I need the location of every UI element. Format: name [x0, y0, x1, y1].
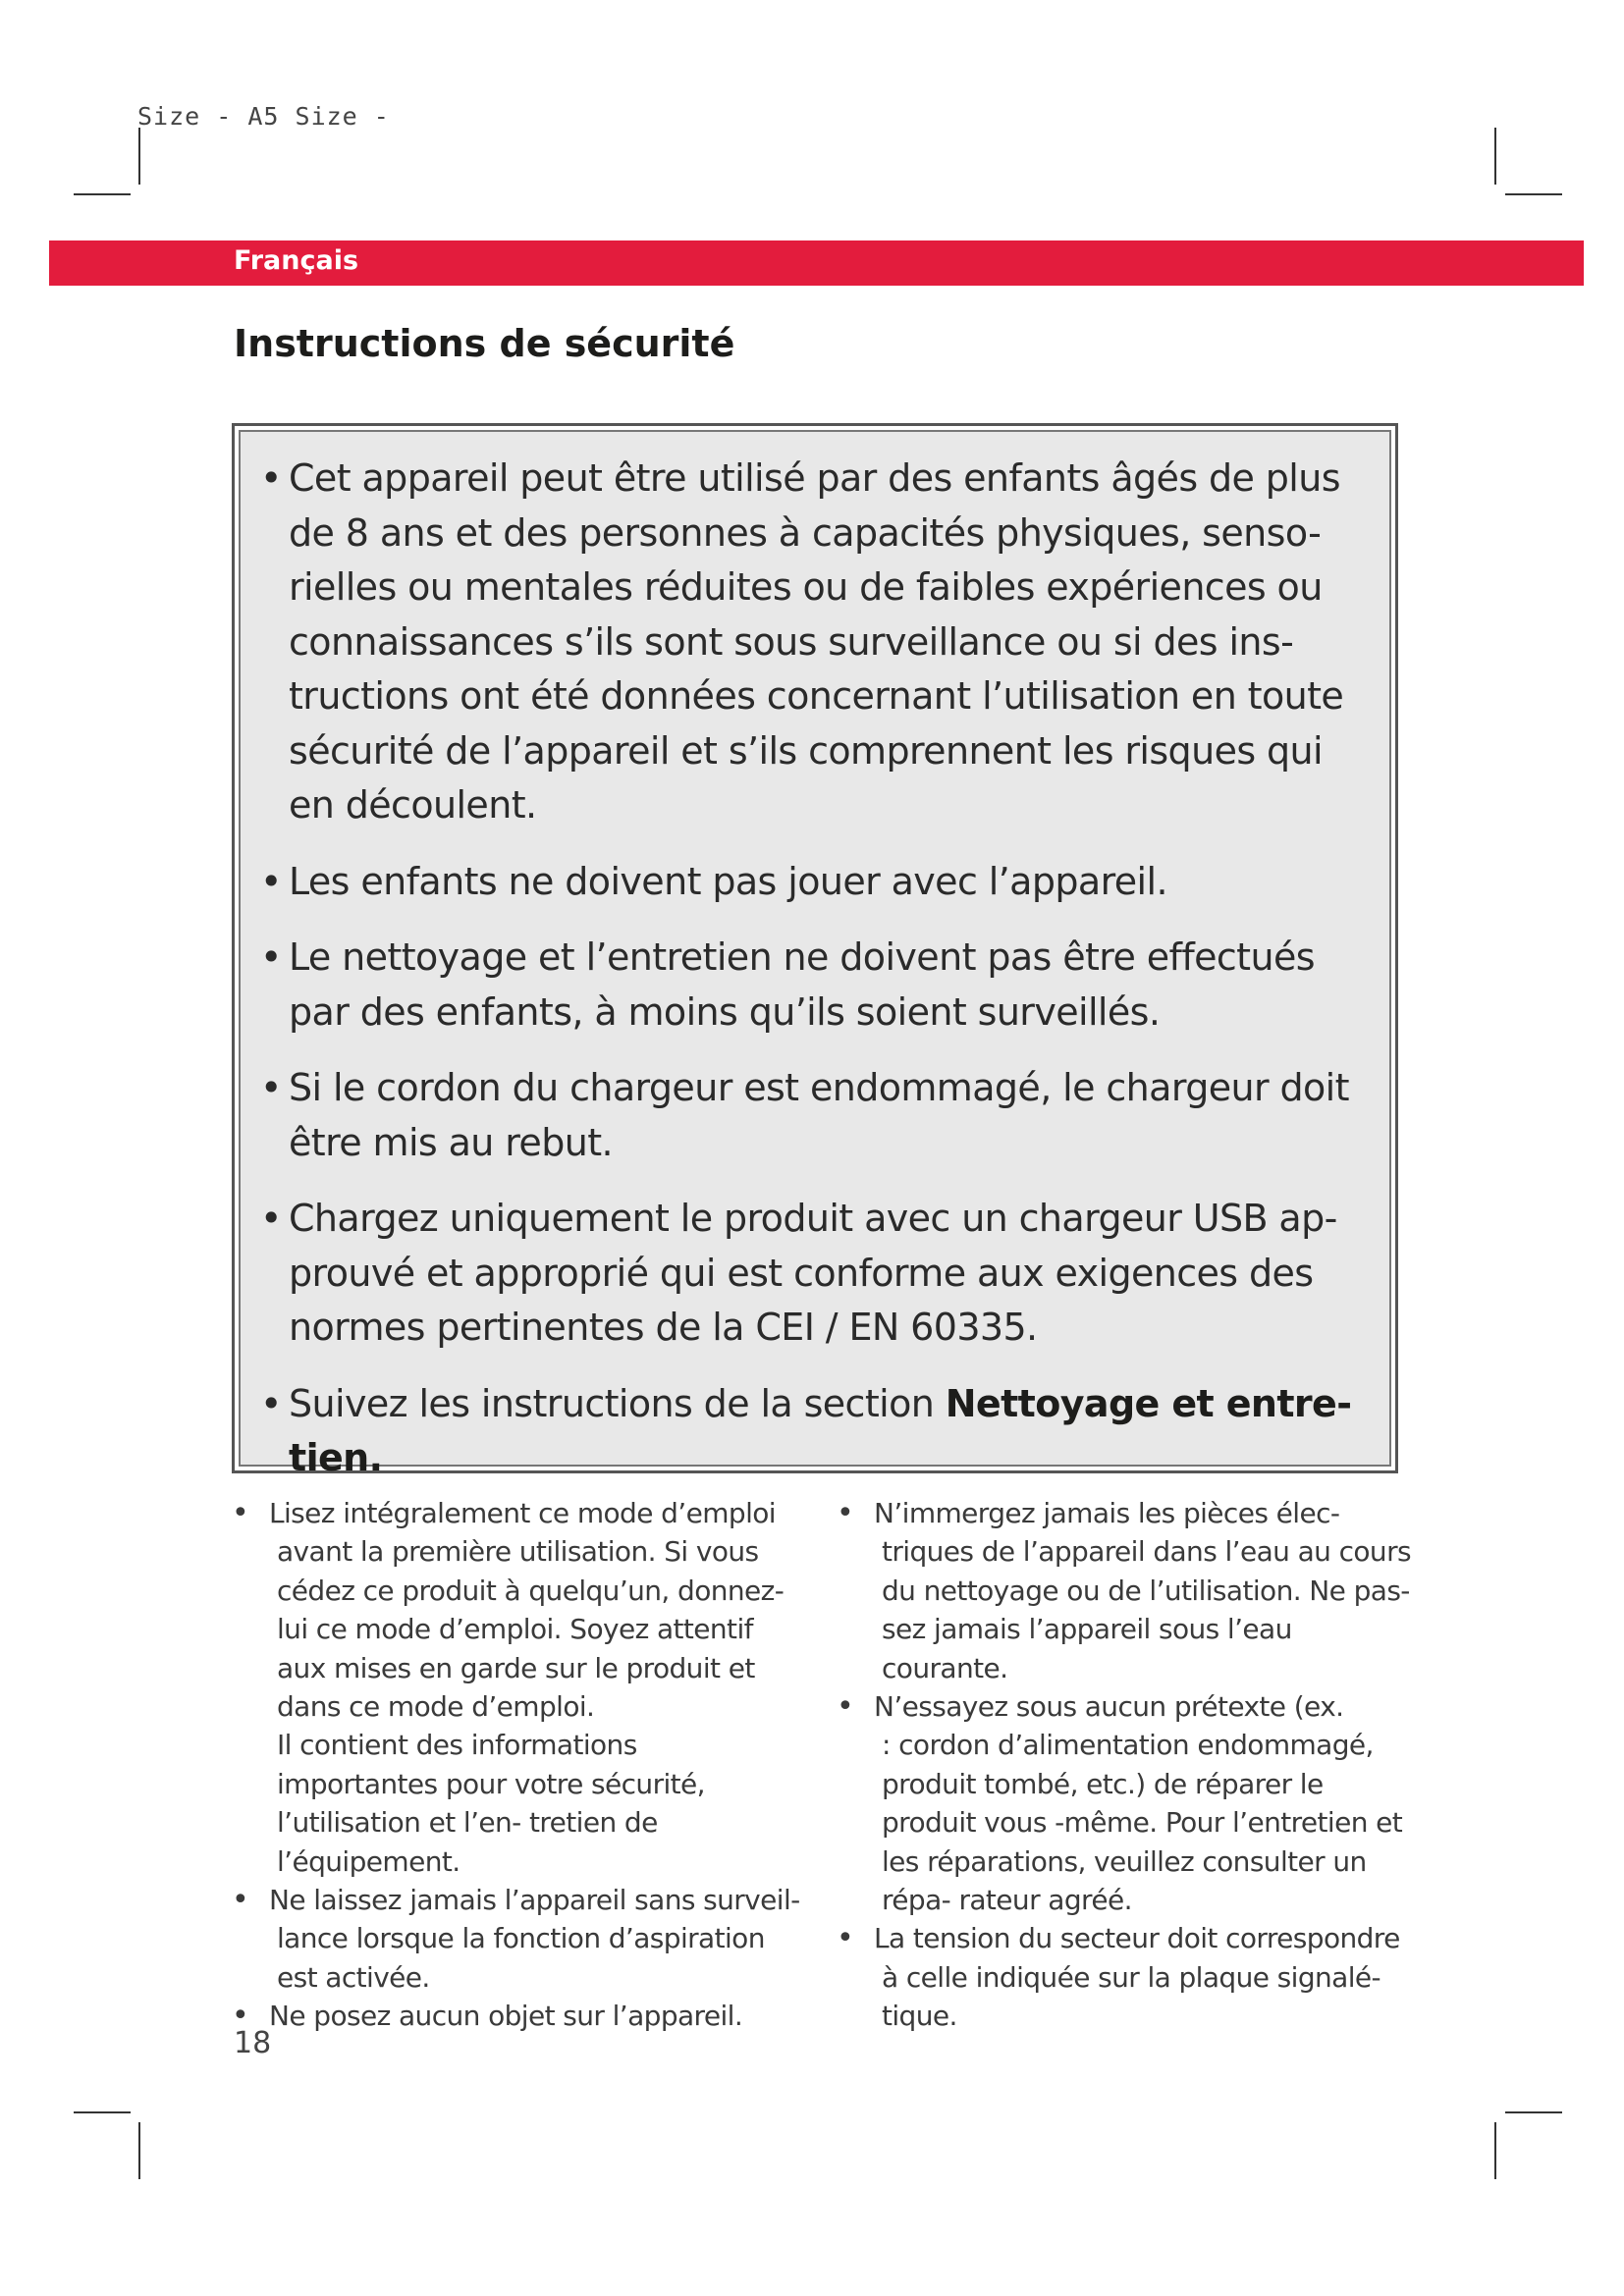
warning-text: Chargez uniquement le produit avec un chargeur USB ap- prouvé et approprié qui est conforme aux exigences des normes pertinentes de la CEI / EN 60335.: [289, 1197, 1337, 1349]
instruction-cont: avant la première utilisation. Si vous cédez ce produit à quelqu’un, donnez-lui ce mode d’emploi. Soyez attentif aux mises en garde sur le produit et dans ce mode d’emploi.: [277, 1535, 785, 1724]
instruction-item: [232, 1494, 801, 1881]
instruction-item: [837, 1919, 1416, 2035]
warning-item: [254, 931, 1370, 1040]
bullet-icon: •: [260, 1197, 282, 1240]
bullet-icon: •: [260, 1066, 282, 1109]
crop-mark-bottom-left-v: [138, 2122, 140, 2179]
right-instruction-list: [837, 1494, 1416, 2036]
left-column: [232, 1494, 801, 2036]
safety-warning-box: [232, 423, 1398, 1479]
instruction-cont: à celle indiquée sur la plaque signalé- tique.: [882, 1960, 1381, 2033]
safety-warning-inner: [239, 430, 1391, 1479]
instruction-item: [837, 1687, 1416, 1919]
instruction-item: [232, 1881, 801, 1997]
page-number: 18: [234, 2026, 272, 2060]
warning-item: [254, 1192, 1370, 1356]
bullet-icon: •: [837, 1921, 854, 1956]
section-reference: Nettoyage et entre- tien.: [289, 1381, 1352, 1479]
bullet-icon: •: [232, 1496, 249, 1530]
bullet-icon: •: [837, 1496, 854, 1530]
left-instruction-list: [232, 1494, 801, 2036]
bullet-icon: •: [232, 1999, 249, 2034]
bullet-icon: •: [837, 1689, 854, 1725]
bullet-icon: •: [232, 1883, 249, 1918]
language-label: Français: [234, 245, 359, 276]
instruction-lead: N’immergez jamais les pièces élec-: [874, 1497, 1340, 1529]
safety-warning-list: [254, 452, 1370, 1486]
language-band: [49, 240, 1584, 286]
crop-mark-top-left-v: [138, 128, 140, 185]
instruction-lead: Ne laissez jamais l’appareil sans surveil-: [269, 1884, 800, 1917]
crop-mark-bottom-right-v: [1494, 2122, 1496, 2179]
instruction-item: [232, 1997, 801, 2035]
size-label: Size - A5 Size -: [137, 102, 390, 131]
crop-mark-bottom-right-h: [1505, 2111, 1562, 2113]
bullet-icon: •: [260, 1381, 282, 1425]
warning-text: Les enfants ne doivent pas jouer avec l’appareil.: [289, 859, 1167, 903]
warning-item: [254, 1061, 1370, 1170]
instruction-item: [837, 1494, 1416, 1687]
instruction-cont: lance lorsque la fonction d’aspiration est activée.: [277, 1922, 765, 1994]
instruction-lead: N’essayez sous aucun prétexte (ex.: [874, 1690, 1344, 1724]
bullet-icon: •: [260, 935, 282, 979]
warning-item: [254, 855, 1370, 910]
crop-mark-bottom-left-h: [74, 2111, 131, 2113]
instruction-para: Il contient des informations importantes pour votre sécurité, l’utilisation et l’en- tretien de l’équipement.: [277, 1729, 705, 1878]
right-column: [837, 1494, 1416, 2036]
bullet-icon: •: [260, 456, 282, 500]
instruction-cont: : cordon d’alimentation endommagé, produit tombé, etc.) de réparer le produit vous -même. Pour l’entretien et les réparations, veuillez consulter un répa- rateur agréé.: [882, 1729, 1403, 1917]
warning-text: Si le cordon du chargeur est endommagé, le chargeur doit être mis au rebut.: [289, 1066, 1349, 1164]
crop-mark-top-left-h: [74, 193, 131, 195]
crop-mark-top-right-h: [1505, 193, 1562, 195]
warning-text: Suivez les instructions de la section: [289, 1381, 946, 1425]
instruction-lead: La tension du secteur doit correspondre: [874, 1922, 1400, 1955]
warning-item: [254, 1377, 1370, 1486]
bullet-icon: •: [260, 859, 282, 903]
instruction-cont: triques de l’appareil dans l’eau au cours du nettoyage ou de l’utilisation. Ne pas- sez jamais l’appareil sous l’eau courante.: [882, 1535, 1411, 1684]
instruction-lead: Lisez intégralement ce mode d’emploi: [269, 1497, 776, 1529]
warning-item: [254, 452, 1370, 833]
warning-text: Cet appareil peut être utilisé par des enfants âgés de plus de 8 ans et des personnes à capacités physiques, senso- rielles ou mentales réduites ou de faibles expériences ou connaissances s’ils sont sous surveillance ou si des ins- tructions ont été données concernant l’utilisation en toute sécurité de l’appareil et s’ils comprennent les risques qui en découlent.: [289, 456, 1344, 827]
warning-text: Le nettoyage et l’entretien ne doivent pas être effectués par des enfants, à moins qu’ils soient surveillés.: [289, 935, 1315, 1034]
crop-mark-top-right-v: [1494, 128, 1496, 185]
page-title: Instructions de sécurité: [234, 322, 735, 365]
instruction-lead: Ne posez aucun objet sur l’appareil.: [269, 2000, 743, 2033]
